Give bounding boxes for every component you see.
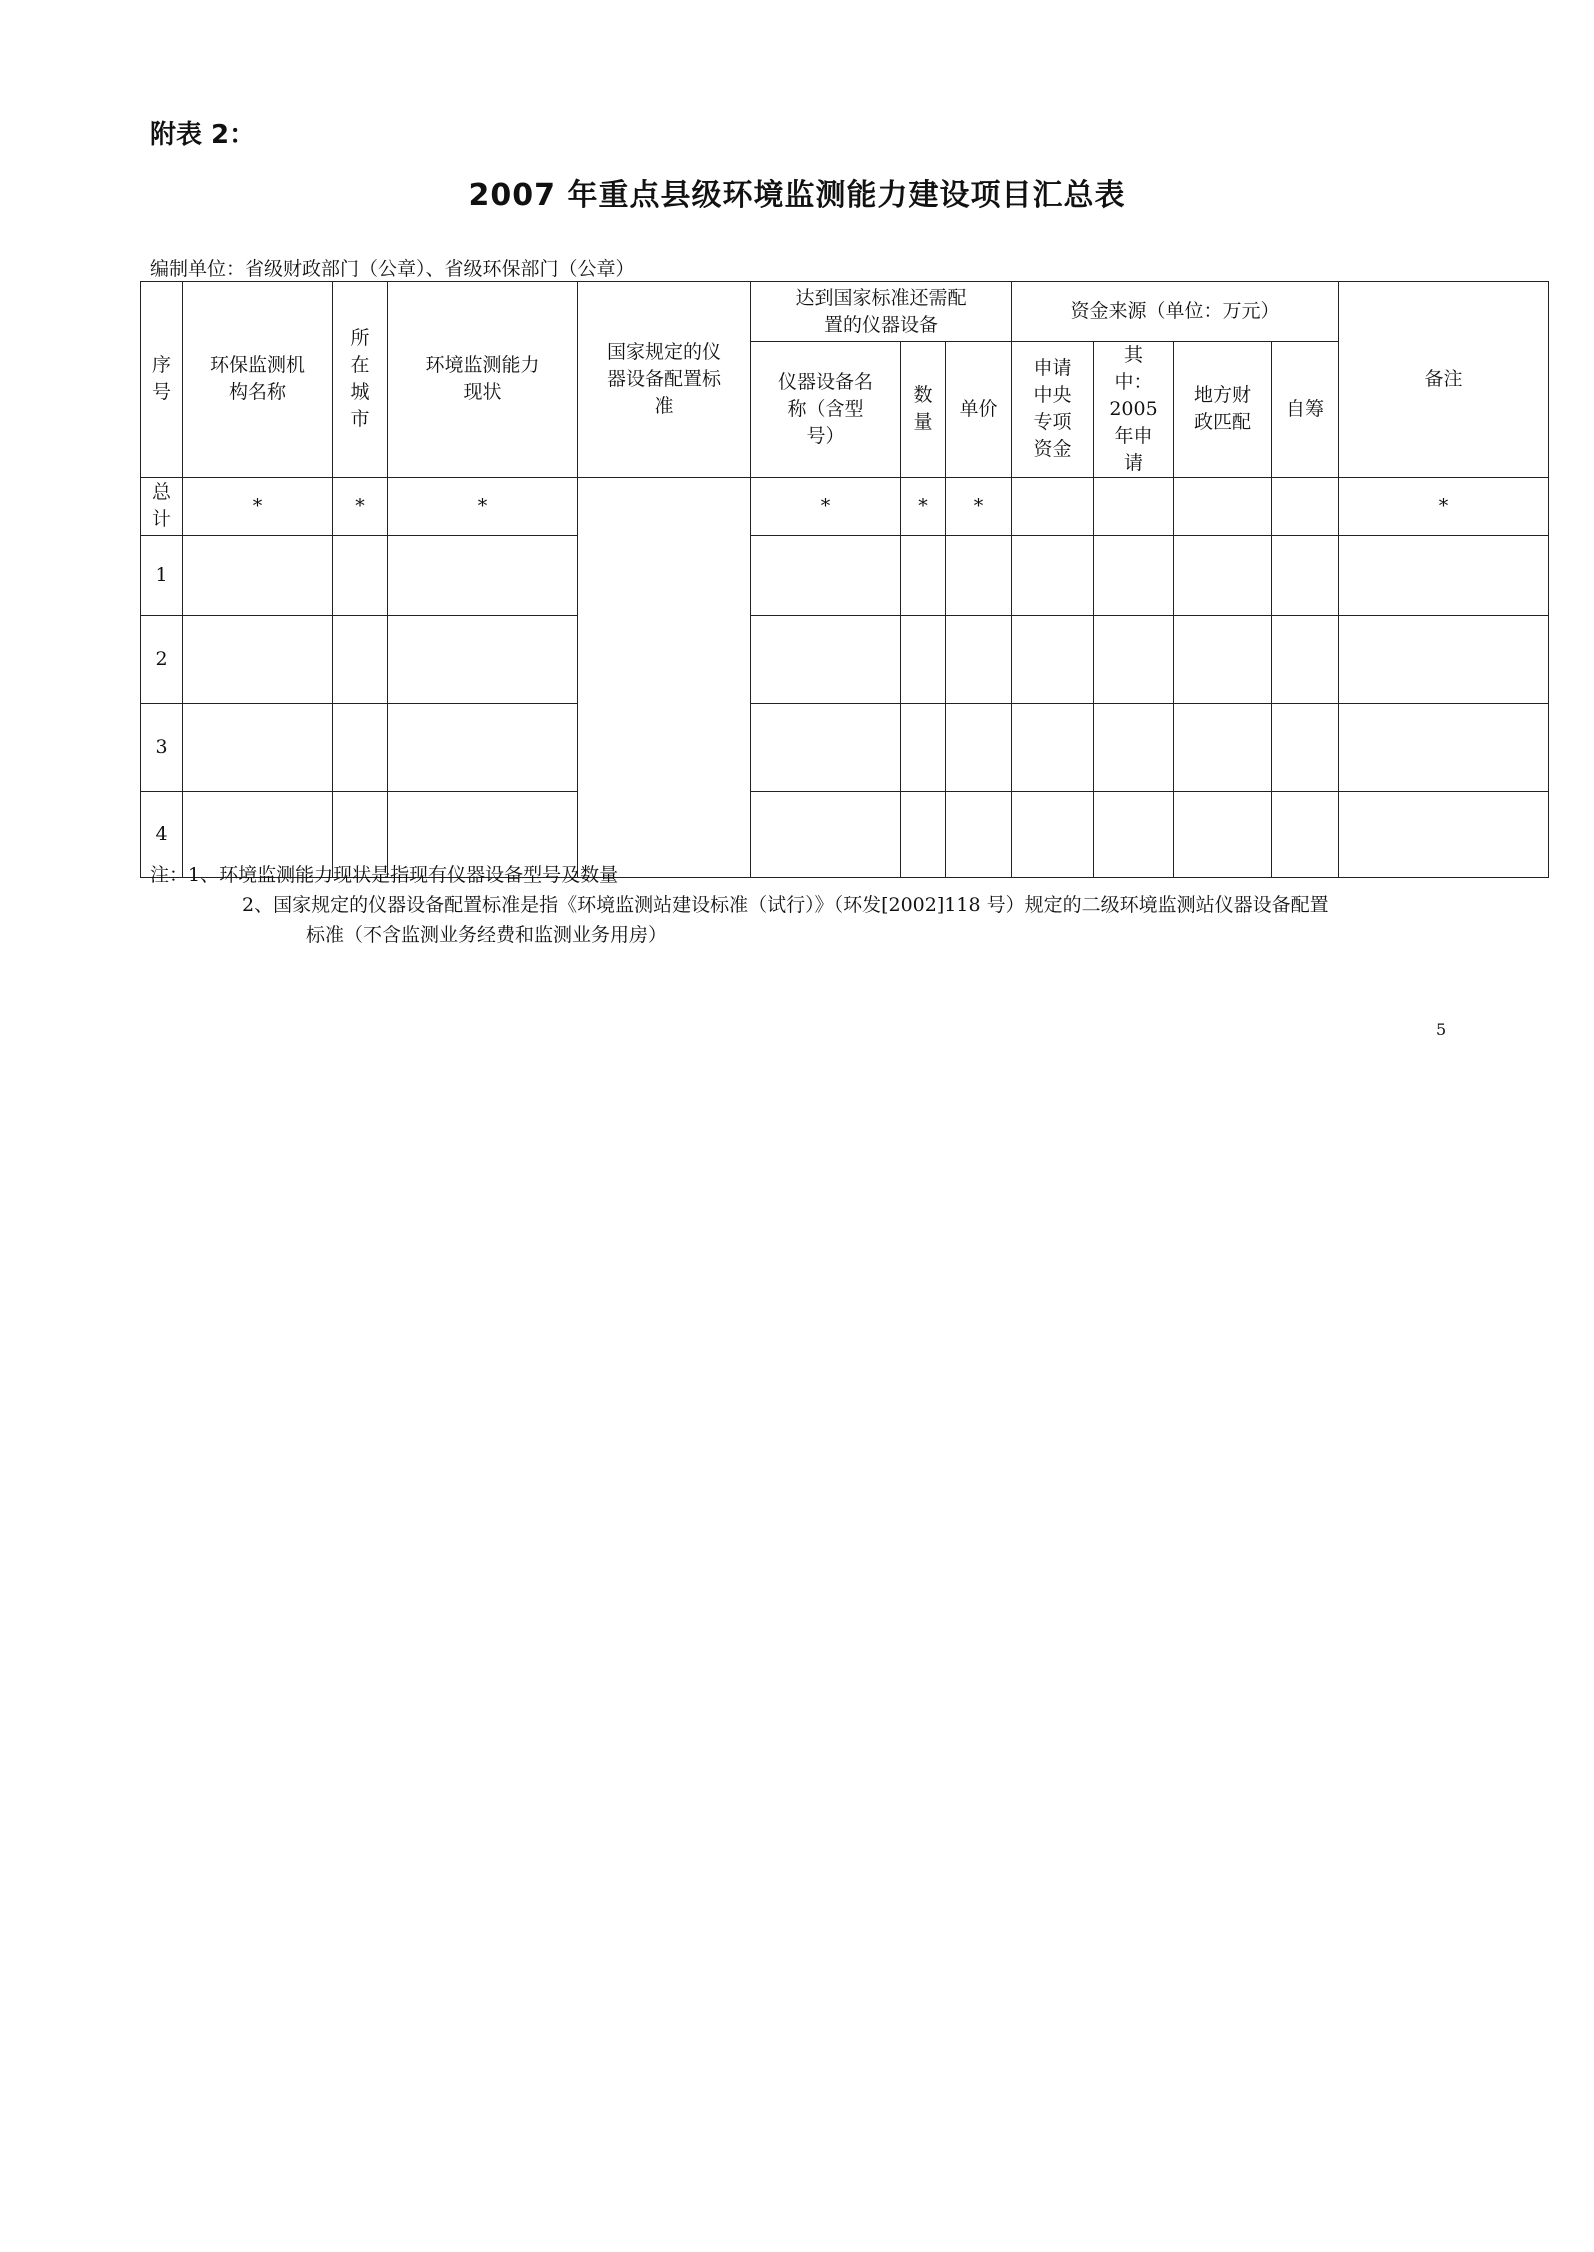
note-1: 注：1、环境监测能力现状是指现有仪器设备型号及数量: [150, 864, 619, 886]
table-row: [141, 703, 1549, 791]
total-local[interactable]: [1174, 477, 1272, 535]
cell-self[interactable]: [1272, 535, 1339, 615]
cell-central[interactable]: [1012, 535, 1094, 615]
header-funding-group: 资金来源（单位：万元）: [1012, 282, 1339, 342]
note-2-continuation: 标准（不含监测业务经费和监测业务用房）: [306, 924, 668, 946]
cell-of-which[interactable]: [1094, 615, 1174, 703]
total-label: 总计: [141, 477, 183, 535]
header-needed-group: 达到国家标准还需配置的仪器设备: [751, 282, 1012, 342]
cell-institution[interactable]: [183, 535, 333, 615]
compiler-line: 编制单位：省级财政部门（公章）、省级环保部门（公章）: [150, 258, 635, 280]
cell-city[interactable]: [333, 535, 388, 615]
cell-local[interactable]: [1174, 615, 1272, 703]
row-number: 3: [141, 703, 183, 791]
cell-of-which[interactable]: [1094, 535, 1174, 615]
cell-remarks[interactable]: [1339, 615, 1549, 703]
cell-quantity[interactable]: [901, 703, 946, 791]
row-number: 4: [141, 791, 183, 877]
total-city: *: [333, 477, 388, 535]
header-quantity: 数量: [901, 342, 946, 478]
cell-remarks[interactable]: [1339, 703, 1549, 791]
total-remarks: *: [1339, 477, 1549, 535]
standard-merged-cell[interactable]: [578, 477, 751, 877]
attachment-label: 附表 2：: [150, 120, 256, 150]
cell-central[interactable]: [1012, 703, 1094, 791]
header-seq: 序号: [141, 282, 183, 478]
table-row: [141, 535, 1549, 615]
header-city: 所在城市: [333, 282, 388, 478]
header-self-raised: 自筹: [1272, 342, 1339, 478]
total-row: [141, 477, 1549, 535]
cell-institution[interactable]: [183, 615, 333, 703]
cell-institution[interactable]: [183, 703, 333, 791]
header-local-finance: 地方财政匹配: [1174, 342, 1272, 478]
header-of-which-2005: 其中：2005 年申请: [1094, 342, 1174, 478]
header-central-funds: 申请中央专项资金: [1012, 342, 1094, 478]
cell-of-which[interactable]: [1094, 703, 1174, 791]
cell-city[interactable]: [333, 703, 388, 791]
cell-unit-price[interactable]: [946, 535, 1012, 615]
total-quantity: *: [901, 477, 946, 535]
header-equip-name: 仪器设备名称（含型号）: [751, 342, 901, 478]
total-central[interactable]: [1012, 477, 1094, 535]
cell-central[interactable]: [1012, 615, 1094, 703]
cell-equip-name[interactable]: [751, 615, 901, 703]
row-number: 2: [141, 615, 183, 703]
total-status: *: [388, 477, 578, 535]
header-unit-price: 单价: [946, 342, 1012, 478]
header-status: 环境监测能力现状: [388, 282, 578, 478]
header-standard: 国家规定的仪器设备配置标准: [578, 282, 751, 478]
total-unit-price: *: [946, 477, 1012, 535]
total-institution: *: [183, 477, 333, 535]
summary-table: [140, 281, 1549, 878]
cell-remarks[interactable]: [1339, 535, 1549, 615]
page-number: 5: [1436, 1020, 1447, 1039]
total-self[interactable]: [1272, 477, 1339, 535]
row-number: 1: [141, 535, 183, 615]
cell-equip-name[interactable]: [751, 703, 901, 791]
cell-local[interactable]: [1174, 535, 1272, 615]
cell-status[interactable]: [388, 615, 578, 703]
cell-quantity[interactable]: [901, 615, 946, 703]
notes-block: [150, 860, 1550, 950]
table-row: [141, 615, 1549, 703]
cell-quantity[interactable]: [901, 535, 946, 615]
header-remarks: 备注: [1339, 282, 1549, 478]
cell-equip-name[interactable]: [751, 535, 901, 615]
page-title: 2007 年重点县级环境监测能力建设项目汇总表: [468, 178, 1126, 213]
note-2: 2、国家规定的仪器设备配置标准是指《环境监测站建设标准（试行）》（环发[2002]118 号）规定的二级环境监测站仪器设备配置: [242, 894, 1329, 916]
cell-city[interactable]: [333, 615, 388, 703]
cell-unit-price[interactable]: [946, 703, 1012, 791]
cell-self[interactable]: [1272, 703, 1339, 791]
total-of-which[interactable]: [1094, 477, 1174, 535]
cell-status[interactable]: [388, 703, 578, 791]
cell-local[interactable]: [1174, 703, 1272, 791]
header-institution: 环保监测机构名称: [183, 282, 333, 478]
cell-status[interactable]: [388, 535, 578, 615]
cell-self[interactable]: [1272, 615, 1339, 703]
cell-unit-price[interactable]: [946, 615, 1012, 703]
total-equip-name: *: [751, 477, 901, 535]
